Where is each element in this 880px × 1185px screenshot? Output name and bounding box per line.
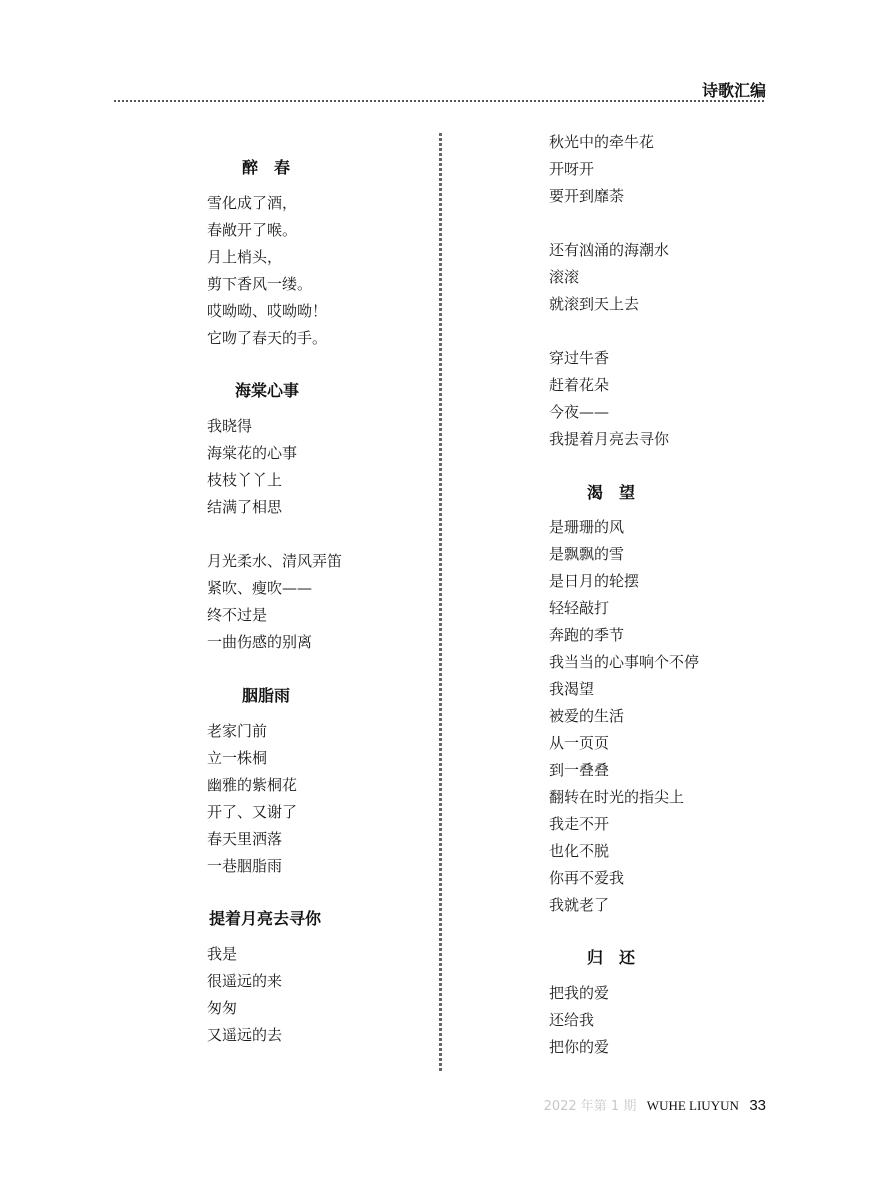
poem-line: 我晓得	[207, 417, 253, 435]
poem-line: 是飘飘的雪	[549, 545, 625, 563]
poem-line: 今夜——	[549, 403, 610, 421]
poem-line: 开呀开	[549, 160, 595, 178]
poem-line: 哎呦呦、哎呦呦！	[207, 302, 328, 320]
poem-line: 枝枝丫丫上	[207, 471, 283, 489]
poem-line: 它吻了春天的手。	[207, 329, 328, 347]
poem-line: 我当当的心事响个不停	[549, 653, 700, 671]
poem-line: 是日月的轮摆	[549, 572, 640, 590]
poem-line: 一曲伤感的别离	[207, 633, 313, 651]
issue-label: 2022 年第 1 期	[543, 1099, 637, 1114]
poem-line: 月光柔水、清风弄笛	[207, 552, 343, 570]
poem-title: 渴 望	[587, 483, 636, 502]
poem-title: 提着月亮去寻你	[209, 909, 322, 928]
header-rule	[114, 100, 766, 102]
poem-line: 秋光中的牵牛花	[549, 133, 655, 151]
poem-title: 归 还	[587, 948, 636, 967]
poem-line: 被爱的生活	[549, 707, 625, 725]
poem-title: 胭脂雨	[242, 686, 291, 705]
poem-line: 剪下香风一缕。	[207, 275, 313, 293]
poem-line: 穿过牛香	[549, 349, 610, 367]
poem-line: 月上梢头，	[207, 248, 283, 266]
poem-line: 轻轻敲打	[549, 599, 610, 617]
poem-line: 开了、又谢了	[207, 803, 298, 821]
poem-line: 就滚到天上去	[549, 295, 640, 313]
poem-line: 是珊珊的风	[549, 518, 625, 536]
poem-line: 从一页页	[549, 734, 610, 752]
poem-line: 终不过是	[207, 606, 268, 624]
poem-title: 海棠心事	[235, 381, 300, 400]
column-divider	[439, 133, 442, 1071]
poem-line: 海棠花的心事	[207, 444, 298, 462]
poem-line: 结满了相思	[207, 498, 283, 516]
poem-title: 醉 春	[242, 158, 291, 177]
poem-line: 翻转在时光的指尖上	[549, 788, 685, 806]
poem-line: 雪化成了酒，	[207, 194, 298, 212]
page-number: 33	[749, 1097, 766, 1114]
poem-line: 我渴望	[549, 680, 595, 698]
poem-line: 我提着月亮去寻你	[549, 430, 670, 448]
poem-line: 一巷胭脂雨	[207, 857, 283, 875]
poem-line: 到一叠叠	[549, 761, 610, 779]
poem-line: 春敞开了喉。	[207, 221, 298, 239]
magazine-name: WUHE LIUYUN	[646, 1098, 739, 1113]
poem-line: 匆匆	[207, 999, 238, 1017]
poem-line: 还给我	[549, 1011, 595, 1029]
poem-line: 赶着花朵	[549, 376, 610, 394]
poem-line: 我是	[207, 945, 238, 963]
poem-line: 春天里洒落	[207, 830, 283, 848]
header-title: 诗歌汇编	[701, 81, 766, 100]
poem-line: 幽雅的紫桐花	[207, 776, 298, 794]
poem-line: 还有汹涌的海潮水	[549, 241, 670, 259]
poem-line: 奔跑的季节	[549, 626, 625, 644]
poem-line: 滚滚	[549, 268, 580, 286]
poem-line: 也化不脱	[549, 842, 610, 860]
poem-line: 你再不爱我	[549, 869, 625, 887]
poem-line: 要开到靡荼	[549, 187, 625, 205]
poem-line: 又遥远的去	[207, 1026, 283, 1044]
poem-line: 把我的爱	[549, 984, 610, 1002]
poem-line: 立一株桐	[207, 749, 268, 767]
poem-line: 紧吹、瘦吹——	[207, 579, 313, 597]
poem-line: 很遥远的来	[207, 972, 283, 990]
poem-line: 老家门前	[207, 722, 268, 740]
poem-line: 我就老了	[549, 896, 610, 914]
poem-line: 把你的爱	[549, 1038, 610, 1056]
page-footer	[544, 1095, 766, 1114]
poem-line: 我走不开	[549, 815, 610, 833]
